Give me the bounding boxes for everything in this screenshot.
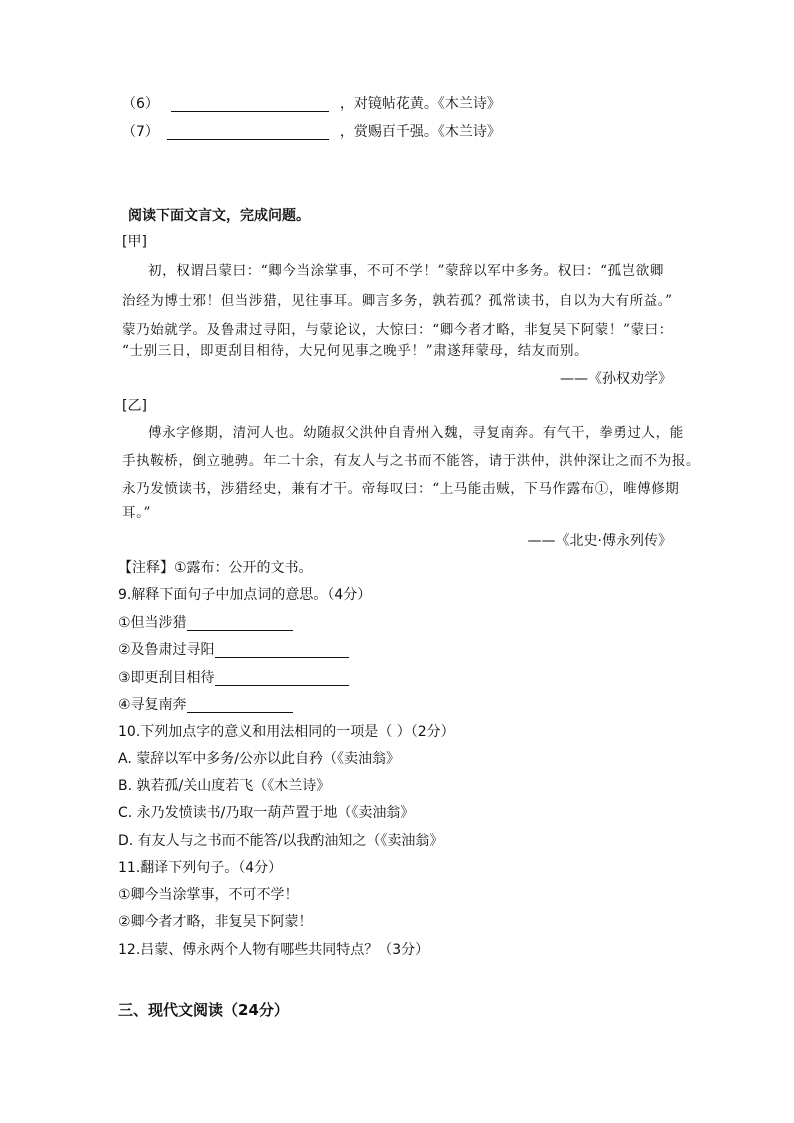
item-text: ②及鲁肃过寻阳: [118, 642, 215, 658]
question-10-option-c[interactable]: C. 永乃发愤读书/乃取一葫芦置于地（《卖油翁》: [118, 805, 415, 821]
question-9-item: [118, 613, 293, 633]
passage-yi-line: 永乃发愤读书，涉猎经史，兼有才干。帝每叹曰：“上马能击贼，下马作露布①，唯傅修期: [122, 481, 680, 497]
item-text: ③即更刮目相待: [118, 670, 215, 686]
fill-number: （6）: [122, 96, 159, 112]
item-text: ④寻复南奔: [118, 697, 187, 713]
section-3-heading: 三、现代文阅读（24分）: [118, 1001, 289, 1019]
passage-yi-line: 耳。”: [122, 505, 151, 521]
fill-number: （7）: [122, 124, 159, 140]
answer-blank[interactable]: [215, 641, 349, 658]
reading-instruction: 阅读下面文言文，完成问题。: [128, 208, 310, 224]
fill-source: 《木兰诗》: [437, 124, 501, 140]
passage-jia-label: [甲]: [122, 234, 147, 250]
question-11-title: 11.翻译下列句子。（4分）: [118, 860, 283, 876]
fill-line-6: [122, 94, 501, 114]
answer-blank[interactable]: [187, 614, 293, 631]
passage-yi-line: 手执鞍桥，倒立驰骋。年二十余，有友人与之书而不能答，请于洪仲，洪仲深让之而不为报。: [122, 453, 701, 469]
question-9-item: [118, 640, 349, 660]
question-11-item: ①卿今当涂掌事，不可不学！: [118, 887, 299, 903]
question-9-title: 9.解释下面句子中加点词的意思。（4分）: [118, 587, 372, 603]
answer-blank[interactable]: [167, 123, 329, 140]
question-9-item: [118, 695, 293, 715]
annotation-note: 【注释】①露布：公开的文书。: [118, 560, 313, 576]
item-text: ①但当涉猎: [118, 615, 187, 631]
passage-jia-line: “士别三日，即更刮目相待，大兄何见事之晚乎！”肃遂拜蒙母，结友而别。: [122, 343, 589, 359]
question-10-option-b[interactable]: B. 孰若孤/关山度若飞（《木兰诗》: [118, 778, 331, 794]
question-10-title: 10.下列加点字的意义和用法相同的一项是（ ）（2分）: [118, 724, 455, 740]
fill-suffix: ，赏赐百千强。: [339, 124, 438, 140]
answer-blank[interactable]: [215, 669, 349, 686]
passage-yi-line: 傅永字修期，清河人也。幼随叔父洪仲自青州入魏，寻复南奔。有气干，拳勇过人，能: [148, 425, 684, 441]
fill-source: 《木兰诗》: [437, 96, 501, 112]
answer-blank[interactable]: [187, 696, 293, 713]
passage-yi-label: [乙]: [122, 398, 147, 414]
answer-blank[interactable]: [171, 95, 329, 112]
passage-jia-source: ——《孙权劝学》: [560, 371, 672, 387]
passage-yi-source: ——《北史·傅永列传》: [527, 533, 672, 549]
passage-jia-line: 初，权谓吕蒙曰：“卿今当涂掌事，不可不学！”蒙辞以军中多务。权曰：“孤岂欲卿: [148, 263, 665, 279]
passage-jia-line: 蒙乃始就学。及鲁肃过寻阳，与蒙论议，大惊曰：“卿今者才略，非复吴下阿蒙！”蒙曰：: [122, 322, 673, 338]
passage-jia-line: 治经为博士邪！但当涉猎，见往事耳。卿言多务，孰若孤？孤常读书，自以为大有所益。”: [122, 293, 673, 309]
fill-suffix: ，对镜帖花黄。: [339, 96, 438, 112]
question-10-option-d[interactable]: D. 有友人与之书而不能答/以我酌油知之（《卖油翁》: [118, 833, 444, 849]
question-9-item: [118, 668, 349, 688]
question-12-title: 12.吕蒙、傅永两个人物有哪些共同特点？（3分）: [118, 942, 430, 958]
fill-line-7: [122, 122, 501, 142]
question-10-option-a[interactable]: A. 蒙辞以军中多务/公亦以此自矜（《卖油翁》: [118, 751, 400, 767]
question-11-item: ②卿今者才略，非复吴下阿蒙！: [118, 914, 313, 930]
